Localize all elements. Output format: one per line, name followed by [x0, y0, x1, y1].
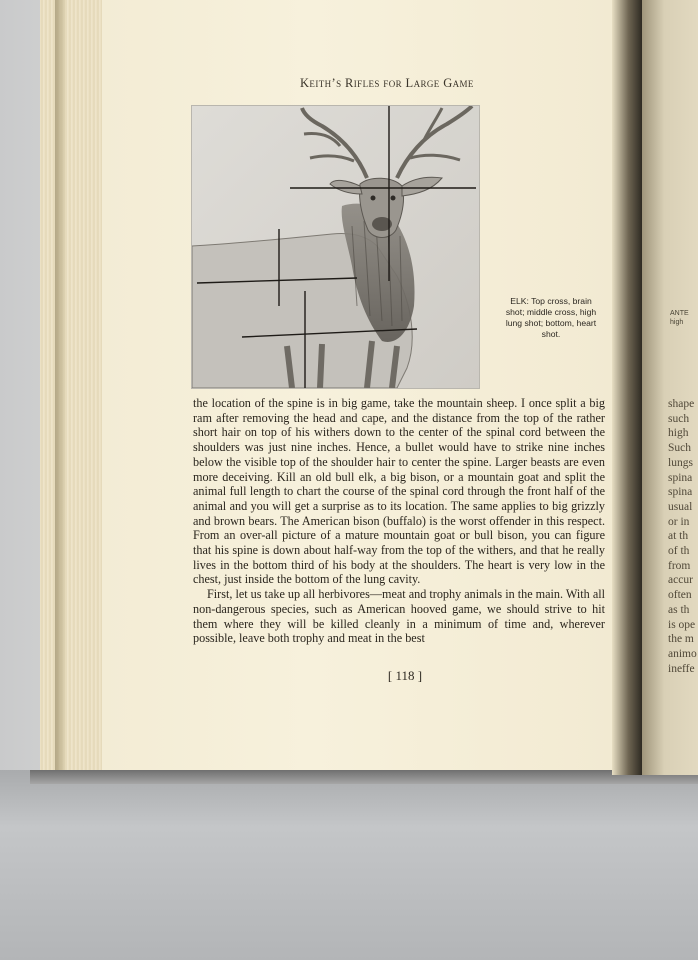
facing-page-fragment: spina	[668, 486, 693, 499]
elk-drawing	[192, 106, 479, 388]
facing-page-fragment: as th	[668, 603, 690, 616]
page-number: [ 118 ]	[387, 668, 423, 683]
facing-page-fragment: of th	[668, 545, 690, 557]
facing-page-fragment: or in	[668, 515, 690, 528]
facing-page-fragment: Such	[668, 442, 691, 455]
paragraph: First, let us take up all herbivores—meat and trophy animals in the main. With all non-dangerous species, such as American hooved game, we should strive to hit them where they will be killed cleanly in a minimum of time and, wherever possible, leave both trophy and meat in the best	[193, 587, 606, 646]
body-text	[193, 396, 605, 646]
facing-page-fragment: shape	[668, 398, 695, 410]
paragraph: the location of the spine is in big game, take the mountain sheep. I once split a big ram after removing the head and cape, and the distance from the top of the rather short hair on top of his withers down to the center of the spinal cord between the shoulders was just nine inches. Hence, a bullet would have to strike nine inches below the visible top of the shoulder hair to center the spine. Larger beasts are even more deceiving. Kill an old bull elk, a big bison, or a mountain goat and split the animal full length to chart the course of the spinal cord through the front half of the animal and you will get a surprise as to its location. The same applies to big grizzly and brown bears. The American bison (buffalo) is the worst offender in this respect. From an over-all picture of a mature mountain goat or bull bison, you can figure that his spine is down about half-way from the top of the withers, and that he really lives in the bottom third of his body at the shoulders. The heart is very low in the chest, just inside the bottom of the lung cavity.	[193, 396, 605, 587]
facing-page-fragment: from	[668, 559, 691, 572]
table-surface	[0, 770, 698, 960]
facing-page-fragment: such	[668, 412, 690, 425]
elk-illustration	[191, 105, 480, 389]
facing-page-fragment: the m	[668, 633, 694, 646]
page-edge-shadow	[55, 0, 65, 770]
facing-page-fragment: is ope	[668, 618, 696, 631]
book-gutter	[612, 0, 642, 775]
facing-page-fragment: ineffe	[668, 662, 695, 675]
running-head-title: Rifles for	[345, 76, 403, 90]
facing-page-fragment: high	[668, 427, 689, 440]
page-edge-stack	[40, 0, 103, 770]
running-head	[300, 76, 490, 91]
facing-page-caption: ANTE high	[670, 310, 689, 326]
figure-caption: ELK: Top cross, brain shot; middle cross, high lung shot; bottom, heart shot.	[505, 296, 597, 339]
facing-page-fragment: usual	[668, 500, 693, 513]
running-head-author: Keith’s	[300, 76, 342, 90]
facing-page-fragment: at th	[668, 530, 689, 543]
facing-page-fragment: accur	[668, 574, 693, 587]
facing-page-fragment: spina	[668, 471, 693, 484]
running-head-title-end: Large Game	[405, 76, 474, 90]
book-shadow	[30, 770, 698, 784]
facing-page-fragment: lungs	[668, 456, 693, 469]
facing-page-fragment: often	[668, 589, 692, 602]
facing-page-fragment: animo	[668, 647, 697, 660]
